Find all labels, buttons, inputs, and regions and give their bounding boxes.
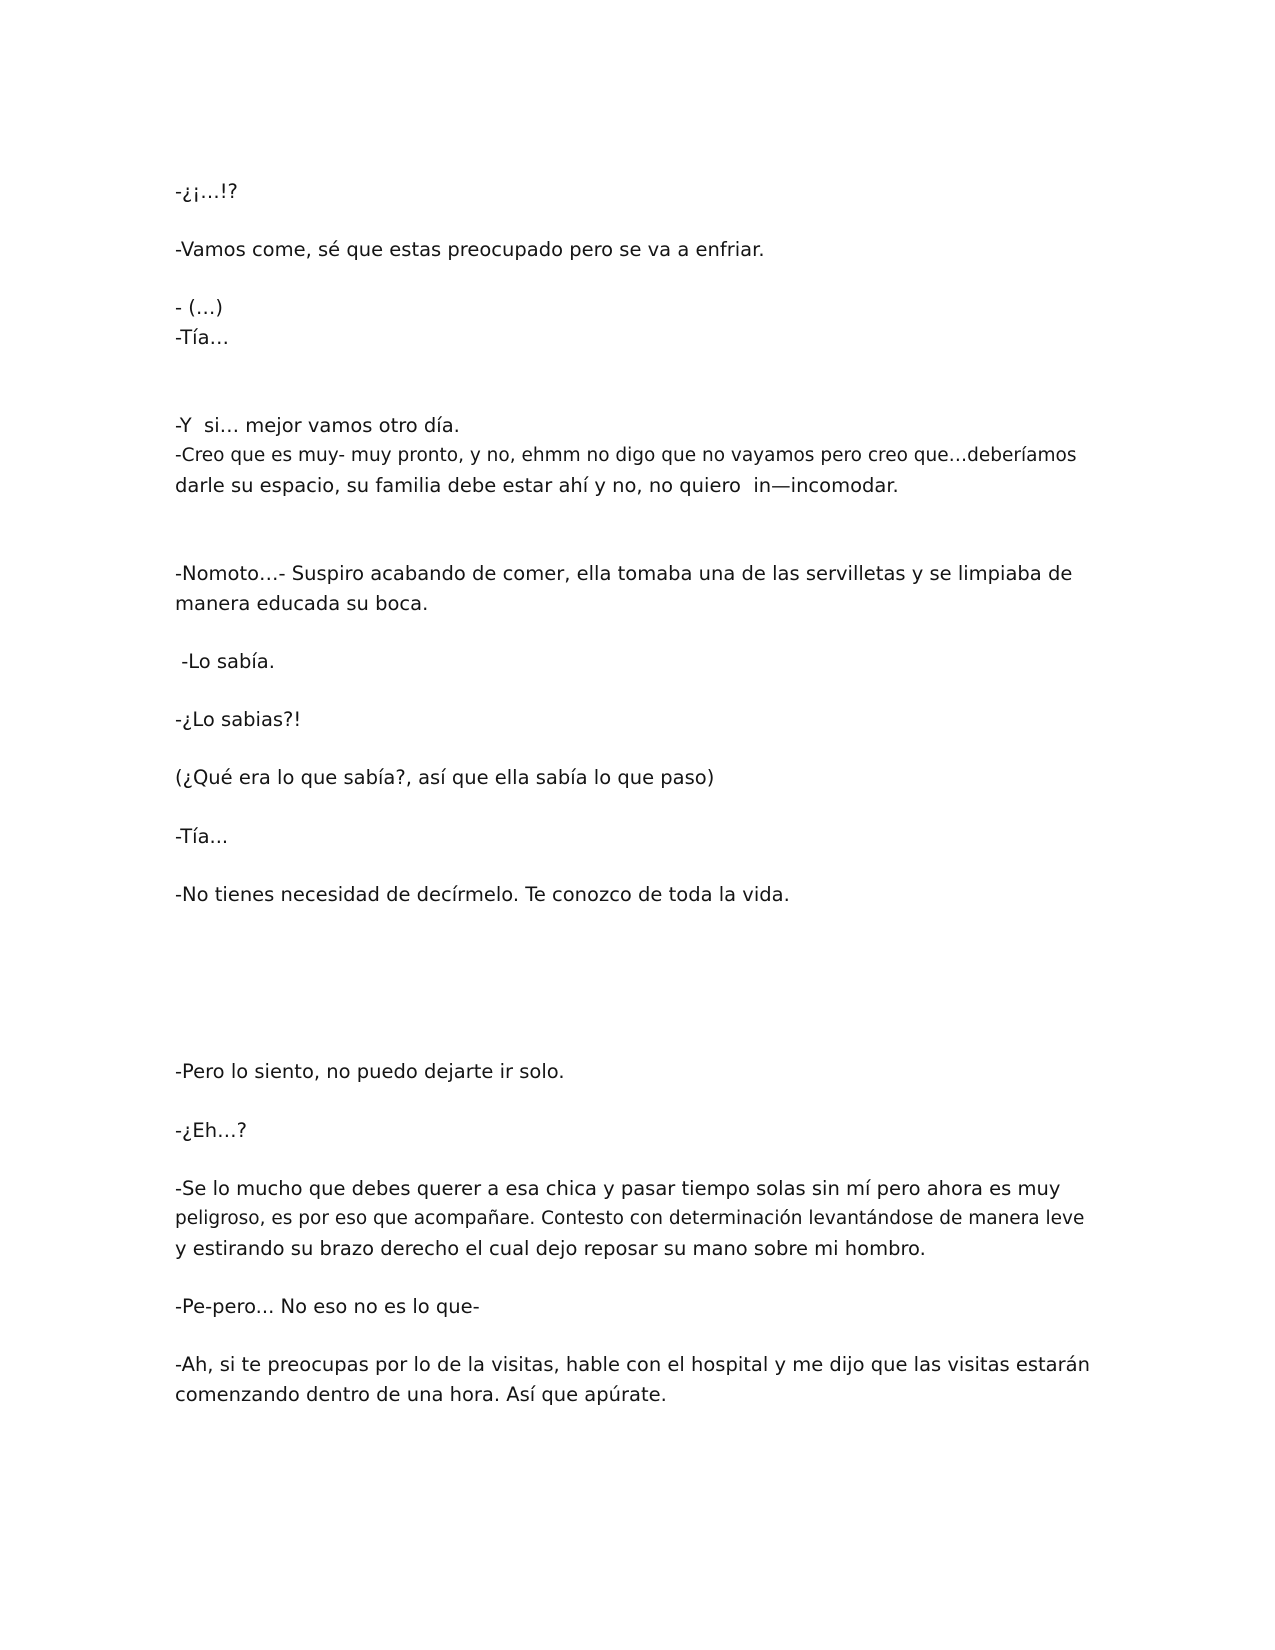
text-line: -Ah, si te preocupas por lo de la visitas, hable con el hospital y me dijo que las visitas estarán	[175, 1353, 1090, 1376]
text-line: -Se lo mucho que debes querer a esa chica y pasar tiempo solas sin mí pero ahora es muy	[175, 1177, 1061, 1200]
text-line: -¿Eh…?	[175, 1119, 247, 1142]
text-line: y estirando su brazo derecho el cual dejo reposar su mano sobre mi hombro.	[175, 1237, 926, 1260]
text-line: -No tienes necesidad de decírmelo. Te conozco de toda la vida.	[175, 883, 790, 906]
text-line: -Y si… mejor vamos otro día.	[175, 414, 460, 437]
text-line: -¿¡…!?	[175, 180, 238, 203]
text-line: peligroso, es por eso que acompañare. Contesto con determinación levantándose de manera leve	[175, 1208, 1085, 1229]
text-line: -Tía...	[175, 825, 229, 848]
text-line: (¿Qué era lo que sabía?, así que ella sabía lo que paso)	[175, 766, 715, 789]
text-line: -Nomoto…- Suspiro acabando de comer, ella tomaba una de las servilletas y se limpiaba de	[175, 562, 1073, 585]
text-line: comenzando dentro de una hora. Así que apúrate.	[175, 1383, 667, 1406]
text-line: -Lo sabía.	[175, 650, 275, 673]
text-line: - (…)	[175, 296, 223, 319]
text-line: darle su espacio, su familia debe estar ahí y no, no quiero in—incomodar.	[175, 474, 899, 497]
text-line: -¿Lo sabias?!	[175, 708, 302, 731]
text-line: -Creo que es muy- muy pronto, y no, ehmm no digo que no vayamos pero creo que…deberíamos	[175, 445, 1077, 466]
text-line: manera educada su boca.	[175, 592, 429, 615]
text-line: -Vamos come, sé que estas preocupado pero se va a enfriar.	[175, 238, 765, 261]
text-line: -Pero lo siento, no puedo dejarte ir solo.	[175, 1060, 565, 1083]
text-line: -Pe-pero... No eso no es lo que-	[175, 1295, 480, 1318]
text-line: -Tía…	[175, 326, 230, 349]
